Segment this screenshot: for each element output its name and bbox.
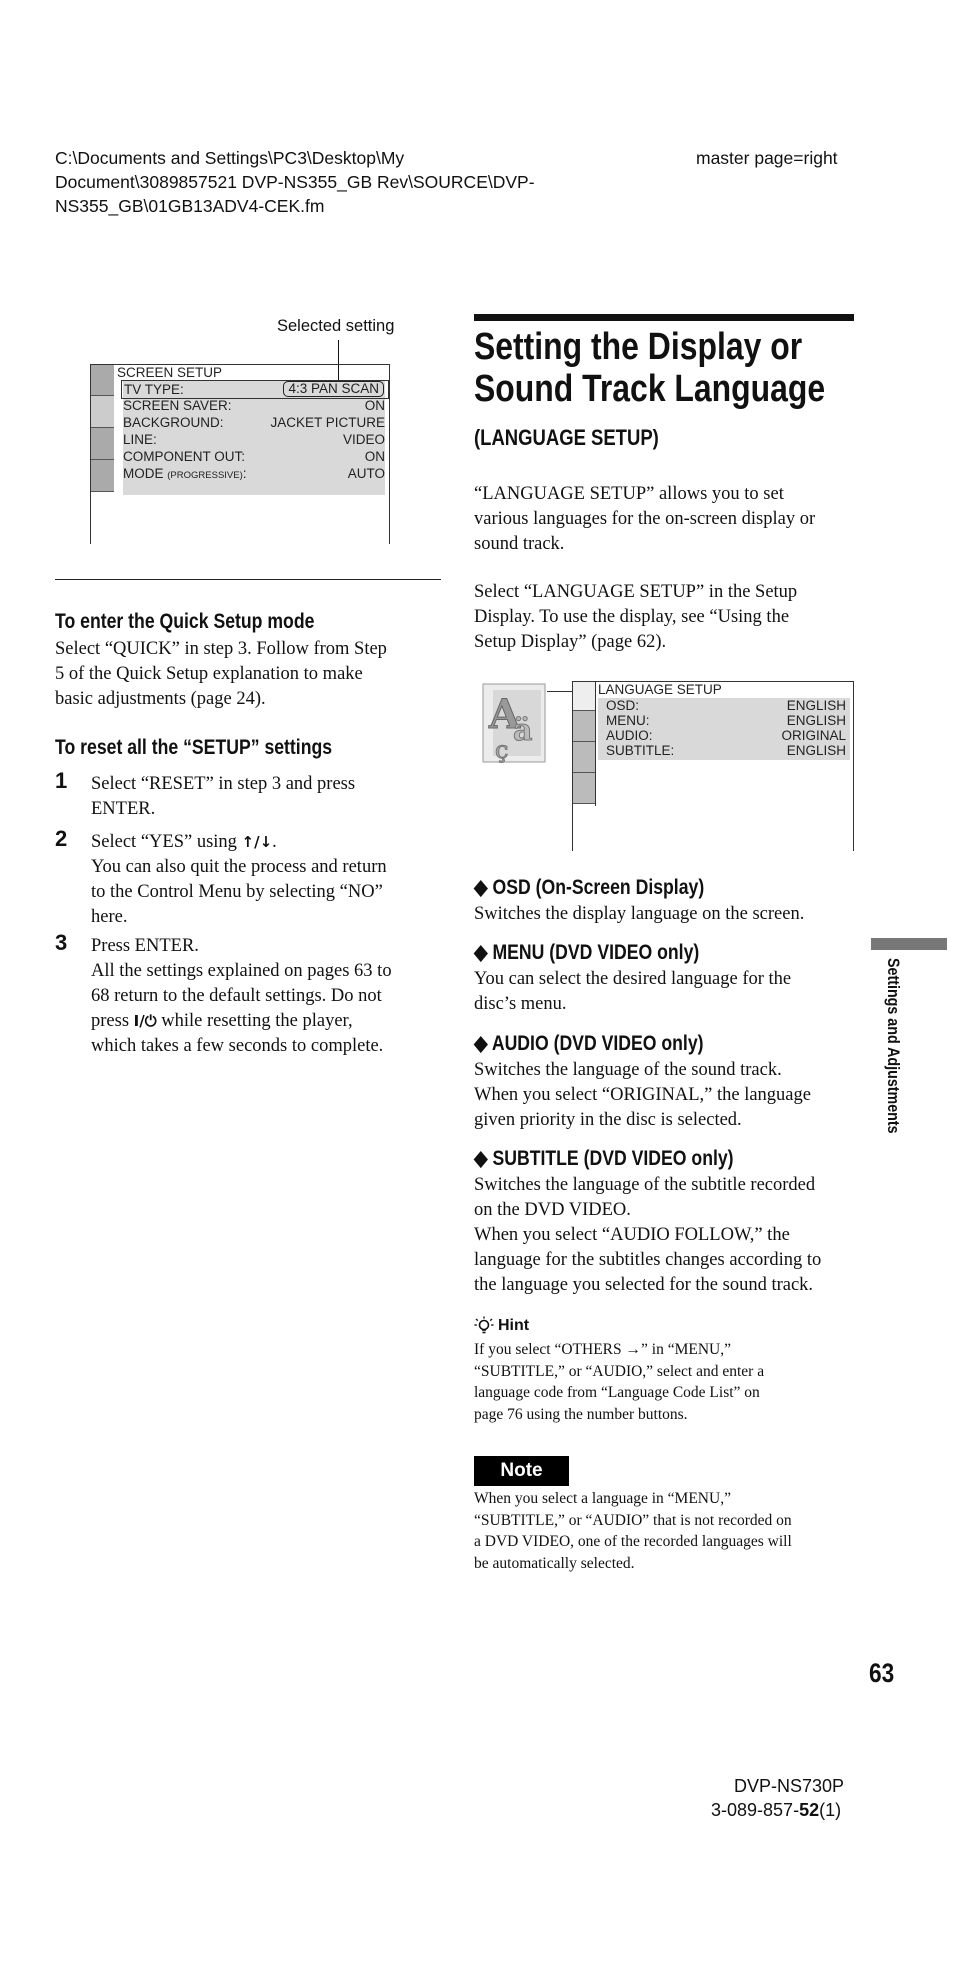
section-body-menu (474, 967, 874, 1017)
body-line: ENTER. (91, 799, 156, 819)
diamond-bullet-icon: ◆ (474, 876, 493, 899)
title-line-2: Sound Track Language (474, 368, 826, 410)
body-line: Select “YES” using ↑/↓. (91, 832, 277, 852)
language-label: SUBTITLE: (606, 743, 675, 758)
body-line: disc’s menu. (474, 994, 567, 1014)
section-heading-audio: ◆ AUDIO (DVD VIDEO only) (474, 1032, 704, 1055)
body-line: the language you selected for the sound track. (474, 1275, 814, 1295)
language-value: ENGLISH (786, 698, 846, 713)
setting-label: MODE (PROGRESSIVE): (123, 466, 247, 481)
body-line: You can select the desired language for the (474, 969, 792, 989)
power-icon: I/⏻ (133, 1012, 157, 1030)
body-line: When you select “AUDIO FOLLOW,” the (474, 1225, 790, 1245)
footer-code-suffix: (1) (819, 1800, 842, 1820)
title-rule (474, 314, 854, 321)
setting-row (123, 465, 385, 482)
intro-paragraph (474, 482, 864, 557)
setting-value: ON (364, 449, 385, 464)
body-line: All the settings explained on pages 63 to (91, 961, 392, 981)
diamond-bullet-icon: ◆ (474, 941, 493, 964)
menu-icon-slot (573, 682, 595, 711)
reset-heading: To reset all the “SETUP” settings (55, 736, 333, 759)
setting-label: LINE: (123, 432, 157, 447)
body-line: When you select a language in “MENU,” (474, 1490, 731, 1507)
body-line: various languages for the on-screen display or (474, 509, 816, 529)
diamond-bullet-icon: ◆ (474, 1147, 493, 1170)
lightbulb-icon (474, 1316, 494, 1336)
language-label: OSD: (606, 698, 640, 713)
footer-code-prefix: 3-089-857- (711, 1800, 800, 1820)
language-value: ORIGINAL (781, 728, 846, 743)
setting-row (123, 397, 385, 414)
language-row (606, 728, 846, 743)
body-line: language for the subtitles changes according to (474, 1250, 822, 1270)
menu-icon-slot (573, 711, 595, 742)
quick-setup-body (55, 637, 445, 712)
body-line: basic adjustments (page 24). (55, 689, 266, 709)
body-line: on the DVD VIDEO. (474, 1200, 631, 1220)
language-setup-icon (481, 682, 547, 764)
menu-icon-slot (90, 364, 114, 396)
body-line: be automatically selected. (474, 1554, 635, 1572)
setting-row (123, 414, 385, 431)
body-line: You can also quit the process and return (91, 857, 387, 877)
quick-setup-heading: To enter the Quick Setup mode (55, 610, 315, 633)
language-setup-rows (598, 698, 850, 760)
screen-frame-right (389, 364, 390, 544)
body-line: Switches the language of the subtitle recorded (474, 1175, 816, 1195)
language-label: MENU: (606, 713, 650, 728)
path-line-1: C:\Documents and Settings\PC3\Desktop\My (55, 148, 405, 168)
menu-icon-slot (573, 742, 595, 773)
setting-value: VIDEO (342, 432, 385, 447)
setting-label: COMPONENT OUT: (123, 449, 246, 464)
language-value: ENGLISH (786, 713, 846, 728)
path-line-2: Document\3089857521 DVP-NS355_GB Rev\SOURCE\DVP- (55, 172, 535, 192)
section-heading-menu: ◆ MENU (DVD VIDEO only) (474, 941, 700, 964)
note-body (474, 1488, 874, 1574)
svg-text:ç: ç (495, 736, 509, 764)
menu-icon-column-border (595, 681, 596, 806)
body-line: Switches the display language on the screen. (474, 904, 805, 924)
setting-value: AUTO (347, 466, 385, 481)
body-line: Press ENTER. (91, 936, 199, 956)
screen-frame-right (853, 681, 854, 851)
body-line: If you select “OTHERS →” in “MENU,” (474, 1341, 731, 1358)
body-line: a DVD VIDEO, one of the recorded languages will (474, 1533, 792, 1550)
page-title (474, 326, 825, 410)
body-line: Setup Display” (page 62). (474, 632, 667, 652)
language-row (606, 698, 846, 713)
body-line: sound track. (474, 534, 565, 554)
setting-row (123, 431, 385, 448)
screen-setup-rows (123, 380, 385, 495)
page-number: 63 (869, 1658, 895, 1688)
body-line: 5 of the Quick Setup explanation to make (55, 664, 363, 684)
language-letters-icon (481, 682, 547, 764)
hint-label: Hint (498, 1317, 530, 1334)
menu-icon-column (90, 364, 114, 494)
screen-frame-left (90, 364, 91, 544)
body-line: “SUBTITLE,” or “AUDIO” that is not recorded on (474, 1511, 792, 1529)
selected-setting-callout: Selected setting (277, 317, 395, 335)
body-line: page 76 using the number buttons. (474, 1405, 688, 1423)
page-subtitle: (LANGUAGE SETUP) (474, 425, 659, 450)
title-line-1: Setting the Display or (474, 326, 803, 368)
menu-icon-slot (90, 460, 114, 492)
path-line-3: NS355_GB\01GB13ADV4-CEK.fm (55, 196, 325, 216)
master-page-label: master page=right (696, 148, 838, 168)
diamond-bullet-icon: ◆ (474, 1032, 492, 1055)
language-setup-title: LANGUAGE SETUP (598, 682, 722, 697)
body-line: which takes a few seconds to complete. (91, 1036, 384, 1056)
section-body-subtitle (474, 1173, 884, 1298)
select-paragraph (474, 580, 864, 655)
step-number-1: 1 (55, 768, 68, 793)
setting-value: ON (364, 398, 385, 413)
file-path-header (55, 146, 535, 218)
body-line: Select “RESET” in step 3 and press (91, 774, 356, 794)
body-line: 68 return to the default settings. Do not (91, 986, 382, 1006)
screen-setup-title: SCREEN SETUP (117, 365, 223, 380)
body-line: When you select “ORIGINAL,” the language (474, 1085, 811, 1105)
menu-icon-slot (573, 773, 595, 804)
body-line: Display. To use the display, see “Using the (474, 607, 790, 627)
setting-label: TV TYPE: (124, 382, 184, 397)
side-tab-label: Settings and Adjustments (884, 958, 903, 1134)
side-tab-bar (871, 938, 947, 950)
selected-setting-value: 4:3 PAN SCAN (283, 381, 384, 397)
language-row (606, 713, 846, 728)
screen-setup-display (90, 364, 390, 544)
setting-row (123, 448, 385, 465)
section-divider (55, 579, 441, 580)
footer-code-number: 52 (799, 1800, 820, 1820)
step-number-2: 2 (55, 826, 68, 851)
language-label: AUDIO: (606, 728, 653, 743)
language-setup-display (572, 681, 854, 851)
svg-text:ä: ä (513, 713, 533, 748)
step-number-3: 3 (55, 930, 68, 955)
hint-body (474, 1339, 874, 1425)
step-2-text (91, 830, 441, 930)
up-down-arrow-icon: ↑/↓ (241, 833, 273, 851)
side-tab-label-wrap (880, 958, 904, 1168)
body-line: given priority in the disc is selected. (474, 1110, 742, 1130)
body-line: Select “LANGUAGE SETUP” in the Setup (474, 582, 798, 602)
setting-value: JACKET PICTURE (270, 415, 385, 430)
step-3-text (91, 934, 441, 1059)
body-line: to the Control Menu by selecting “NO” (91, 882, 383, 902)
footer-model: DVP-NS730P (734, 1776, 845, 1796)
menu-icon-slot (90, 428, 114, 460)
body-line: Switches the language of the sound track. (474, 1060, 782, 1080)
body-line: “LANGUAGE SETUP” allows you to set (474, 484, 784, 504)
note-badge: Note (474, 1456, 569, 1486)
body-line: Select “QUICK” in step 3. Follow from Step (55, 639, 387, 659)
language-row (606, 743, 846, 758)
section-body-osd (474, 902, 874, 927)
setting-label: BACKGROUND: (123, 415, 224, 430)
body-line: here. (91, 907, 128, 927)
step-1-text (91, 772, 441, 822)
language-value: ENGLISH (786, 743, 846, 758)
body-line: press I/⏻ while resetting the player, (91, 1011, 353, 1031)
footer-code (711, 1798, 841, 1822)
setting-label: SCREEN SAVER: (123, 398, 232, 413)
section-heading-osd: ◆ OSD (On-Screen Display) (474, 876, 705, 899)
svg-text:A: A (489, 691, 521, 738)
body-line: language code from “Language Code List” on (474, 1384, 760, 1401)
menu-icon-column (573, 682, 595, 807)
menu-icon-slot (90, 396, 114, 428)
body-line: “SUBTITLE,” or “AUDIO,” select and enter a (474, 1362, 765, 1380)
section-heading-subtitle: ◆ SUBTITLE (DVD VIDEO only) (474, 1147, 734, 1170)
section-body-audio (474, 1058, 874, 1133)
